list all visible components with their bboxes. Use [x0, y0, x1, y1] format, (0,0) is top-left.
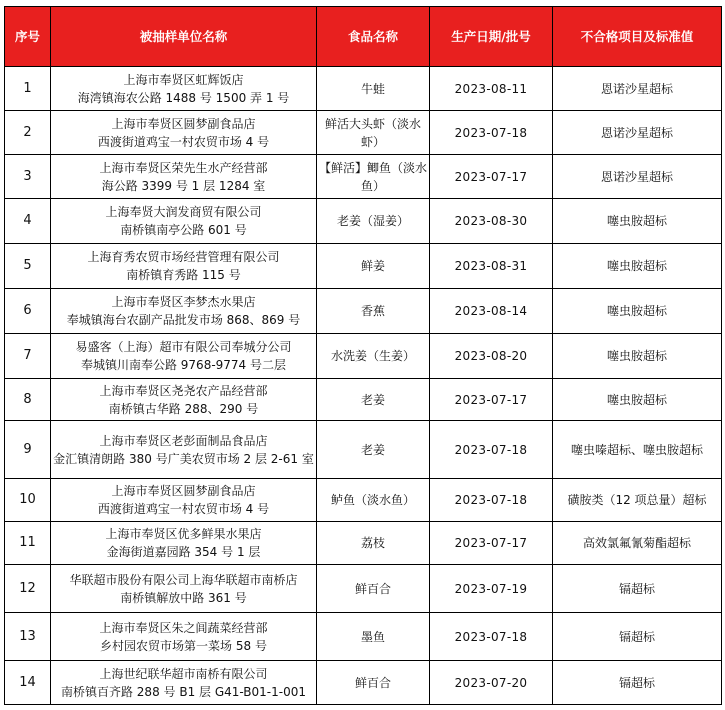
unit-address: 金汇镇清朗路 380 号广美农贸市场 2 层 2-61 室 [53, 451, 314, 466]
nonconforming-item: 镉超标 [618, 581, 655, 596]
issue-cell [553, 244, 722, 289]
food-name: 墨鱼 [360, 629, 385, 644]
unit-name: 上海市奉贤区朱之闾蔬菜经营部 [99, 620, 268, 635]
production-date: 2023-08-20 [454, 349, 528, 363]
row-index [5, 67, 51, 111]
header-index: 序号 [5, 7, 51, 67]
index-text: 6 [23, 303, 32, 318]
unit-cell [51, 379, 317, 421]
issue-cell [553, 155, 722, 199]
date-cell [430, 661, 553, 705]
table-row [5, 613, 722, 661]
unit-name: 上海世纪联华超市南桥有限公司 [99, 666, 268, 681]
index-text: 9 [23, 441, 32, 457]
nonconforming-item: 噻虫胺超标 [606, 349, 667, 363]
nonconforming-item: 噻虫嗪超标、噻虫胺超标 [570, 442, 703, 457]
date-cell [430, 379, 553, 421]
unit-address: 奉城镇川南奉公路 9768-9774 号二层 [80, 358, 287, 372]
unit-cell [51, 111, 317, 155]
issue-cell [553, 111, 722, 155]
production-date: 2023-07-18 [454, 629, 528, 644]
unit-name: 上海市奉贤区尧尧农产品经营部 [99, 383, 268, 398]
unit-address: 西渡街道鸡宝一村农贸市场 4 号 [97, 134, 270, 149]
index-text: 2 [23, 124, 32, 140]
row-index [5, 661, 51, 705]
unit-address: 乡村园农贸市场第一菜场 58 号 [100, 638, 267, 653]
index-text: 1 [23, 80, 32, 96]
issue-cell [553, 334, 722, 379]
issue-cell [553, 289, 722, 334]
issue-cell [553, 565, 722, 613]
production-date: 2023-08-30 [454, 214, 528, 228]
table-row [5, 479, 722, 522]
food-cell [317, 565, 430, 613]
food-name: 鲜活大头虾（淡水虾） [324, 116, 421, 149]
issue-cell [553, 67, 722, 111]
row-index [5, 522, 51, 565]
unit-address: 海公路 3399 号 1 层 1284 室 [101, 178, 266, 193]
row-index [5, 289, 51, 334]
food-name: 水洗姜（生姜） [330, 349, 415, 363]
unit-name: 上海市奉贤区优多鲜果水果店 [105, 527, 262, 541]
unit-cell [51, 155, 317, 199]
unit-cell [51, 661, 317, 705]
table-row [5, 334, 722, 379]
index-text: 4 [23, 213, 32, 228]
issue-cell [553, 379, 722, 421]
nonconforming-item: 镉超标 [618, 629, 655, 644]
issue-cell [553, 661, 722, 705]
unit-cell [51, 565, 317, 613]
unit-name: 上海市奉贤区圆梦副食品店 [111, 116, 256, 131]
table-row [5, 244, 722, 289]
unit-name: 上海市奉贤区老彭面制品食品店 [99, 433, 268, 448]
unit-name: 上海市奉贤区虹辉饭店 [123, 72, 244, 87]
food-cell [317, 67, 430, 111]
food-name: 鲜百合 [354, 581, 391, 596]
unit-cell [51, 199, 317, 244]
table-row [5, 67, 722, 111]
index-text: 14 [19, 674, 36, 690]
unit-name: 上海市奉贤区李梦杰水果店 [111, 295, 256, 309]
food-name: 香蕉 [360, 304, 385, 318]
date-cell [430, 613, 553, 661]
nonconforming-food-table [4, 6, 722, 705]
table-row [5, 199, 722, 244]
production-date: 2023-07-18 [454, 493, 528, 507]
table-body [5, 67, 722, 705]
table-row [5, 421, 722, 479]
index-text: 7 [23, 348, 32, 363]
date-cell [430, 289, 553, 334]
nonconforming-item: 噻虫胺超标 [606, 304, 667, 318]
nonconforming-item: 恩诺沙星超标 [600, 81, 673, 96]
unit-name: 易盛客（上海）超市有限公司奉城分公司 [75, 340, 292, 354]
unit-name: 上海市奉贤区荣先生水产经营部 [99, 160, 268, 175]
food-name: 鲜姜 [360, 259, 385, 273]
table-row [5, 155, 722, 199]
food-cell [317, 111, 430, 155]
table-row [5, 379, 722, 421]
food-name: 荔枝 [360, 536, 385, 550]
row-index [5, 111, 51, 155]
nonconforming-item: 噻虫胺超标 [606, 392, 667, 407]
nonconforming-item: 高效氯氟氰菊酯超标 [582, 536, 691, 550]
date-cell [430, 244, 553, 289]
unit-address: 南桥镇解放中路 361 号 [120, 590, 247, 605]
food-name: 鲜百合 [354, 675, 391, 690]
table-row [5, 289, 722, 334]
date-cell [430, 522, 553, 565]
production-date: 2023-07-17 [454, 536, 528, 550]
production-date: 2023-07-18 [454, 442, 528, 457]
production-date: 2023-08-14 [454, 304, 528, 318]
issue-cell [553, 613, 722, 661]
food-cell [317, 379, 430, 421]
food-cell [317, 244, 430, 289]
production-date: 2023-07-17 [454, 392, 528, 407]
table-row [5, 565, 722, 613]
date-cell [430, 155, 553, 199]
row-index [5, 155, 51, 199]
row-index [5, 565, 51, 613]
unit-address: 南桥镇育秀路 115 号 [126, 268, 241, 282]
unit-address: 奉城镇海台农副产品批发市场 868、869 号 [66, 313, 301, 327]
row-index [5, 379, 51, 421]
header-issue: 不合格项目及标准值 [553, 7, 722, 67]
unit-name: 上海市奉贤区圆梦副食品店 [111, 484, 256, 498]
nonconforming-item: 镉超标 [618, 675, 655, 690]
food-name: 鲈鱼（淡水鱼） [330, 493, 415, 507]
production-date: 2023-07-18 [454, 125, 528, 140]
table-row [5, 111, 722, 155]
food-cell [317, 155, 430, 199]
unit-cell [51, 613, 317, 661]
unit-address: 南桥镇古华路 288、290 号 [108, 401, 259, 416]
unit-cell [51, 479, 317, 522]
issue-cell [553, 199, 722, 244]
production-date: 2023-08-11 [454, 81, 528, 96]
row-index [5, 199, 51, 244]
row-index [5, 334, 51, 379]
food-cell [317, 421, 430, 479]
unit-cell [51, 522, 317, 565]
food-name: 【鲜活】鲫鱼（淡水鱼） [319, 160, 428, 193]
unit-address: 南桥镇南亭公路 601 号 [120, 223, 247, 237]
index-text: 5 [23, 258, 32, 273]
unit-cell [51, 244, 317, 289]
date-cell [430, 421, 553, 479]
index-text: 10 [19, 492, 36, 507]
food-name: 老姜（湿姜） [336, 214, 409, 228]
unit-name: 华联超市股份有限公司上海华联超市南桥店 [69, 572, 298, 587]
table-row [5, 522, 722, 565]
row-index [5, 479, 51, 522]
index-text: 11 [19, 535, 36, 550]
unit-cell [51, 289, 317, 334]
unit-cell [51, 421, 317, 479]
unit-name: 上海奉贤大润发商贸有限公司 [105, 205, 262, 219]
unit-address: 海湾镇海农公路 1488 号 1500 弄 1 号 [77, 90, 290, 105]
index-text: 8 [23, 391, 32, 407]
unit-name: 上海育秀农贸市场经营管理有限公司 [87, 250, 280, 264]
food-cell [317, 289, 430, 334]
table-header-row [5, 7, 722, 67]
food-cell [317, 479, 430, 522]
unit-address: 金海街道嘉园路 354 号 1 层 [106, 545, 261, 559]
food-cell [317, 199, 430, 244]
food-cell [317, 522, 430, 565]
food-cell [317, 661, 430, 705]
food-name: 牛蛙 [360, 81, 385, 96]
production-date: 2023-07-17 [454, 169, 528, 184]
header-date: 生产日期/批号 [430, 7, 553, 67]
food-cell [317, 334, 430, 379]
food-cell [317, 613, 430, 661]
food-name: 老姜 [360, 392, 385, 407]
nonconforming-item: 噻虫胺超标 [606, 259, 667, 273]
row-index [5, 421, 51, 479]
production-date: 2023-07-20 [454, 675, 528, 690]
unit-address: 南桥镇百齐路 288 号 B1 层 G41-B01-1-001 [60, 684, 307, 699]
food-name: 老姜 [360, 442, 385, 457]
row-index [5, 613, 51, 661]
nonconforming-item: 磺胺类（12 项总量）超标 [567, 493, 707, 507]
unit-cell [51, 334, 317, 379]
index-text: 12 [19, 580, 36, 596]
header-food: 食品名称 [317, 7, 430, 67]
date-cell [430, 565, 553, 613]
header-unit: 被抽样单位名称 [51, 7, 317, 67]
production-date: 2023-07-19 [454, 581, 528, 596]
row-index [5, 244, 51, 289]
issue-cell [553, 421, 722, 479]
table-row [5, 661, 722, 705]
index-text: 13 [19, 628, 36, 644]
unit-address: 西渡街道鸡宝一村农贸市场 4 号 [97, 502, 270, 516]
date-cell [430, 67, 553, 111]
date-cell [430, 111, 553, 155]
date-cell [430, 479, 553, 522]
issue-cell [553, 522, 722, 565]
issue-cell [553, 479, 722, 522]
production-date: 2023-08-31 [454, 259, 528, 273]
nonconforming-item: 恩诺沙星超标 [600, 125, 673, 140]
date-cell [430, 199, 553, 244]
index-text: 3 [23, 168, 32, 184]
date-cell [430, 334, 553, 379]
nonconforming-item: 噻虫胺超标 [606, 214, 667, 228]
nonconforming-item: 恩诺沙星超标 [600, 169, 673, 184]
unit-cell [51, 67, 317, 111]
